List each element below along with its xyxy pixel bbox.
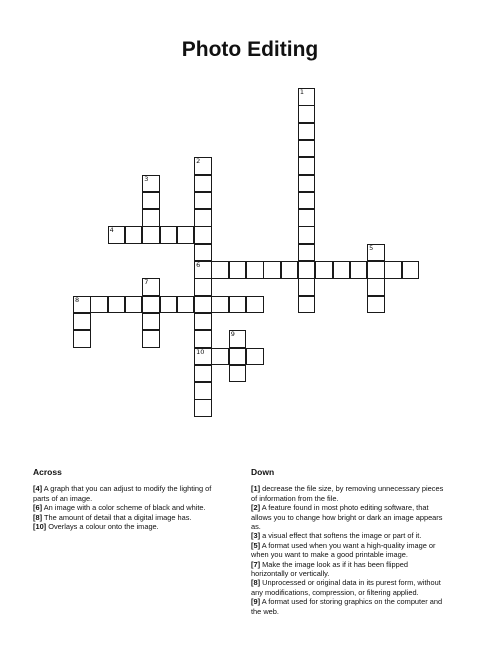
grid-cell[interactable] <box>125 226 143 244</box>
clue-number: 6 <box>196 261 201 269</box>
grid-cell[interactable] <box>90 296 108 314</box>
grid-cell[interactable] <box>402 261 420 279</box>
grid-cell[interactable] <box>108 296 126 314</box>
down-clue-9: [9] A format used for storing graphics on the computer and the web. <box>251 597 443 616</box>
grid-cell[interactable] <box>298 244 316 262</box>
across-heading: Across <box>33 467 62 477</box>
clue-number: 7 <box>144 278 149 287</box>
grid-cell[interactable] <box>281 261 299 279</box>
grid-cell[interactable] <box>367 244 385 262</box>
grid-cell[interactable] <box>194 244 212 262</box>
down-clue-7: [7] Make the image look as if it has been flipped horizontally or vertically. <box>251 559 408 579</box>
grid-cell[interactable] <box>298 123 316 141</box>
grid-cell[interactable] <box>298 105 316 123</box>
grid-cell[interactable] <box>263 261 281 279</box>
grid-cell[interactable] <box>177 296 195 314</box>
grid-cell[interactable] <box>367 296 385 314</box>
grid-cell[interactable] <box>73 330 91 348</box>
grid-cell[interactable] <box>194 330 212 348</box>
grid-cell[interactable] <box>142 330 160 348</box>
grid-cell[interactable] <box>333 261 351 279</box>
clue-number: 3 <box>144 174 149 183</box>
grid-cell[interactable] <box>229 330 247 348</box>
down-clue-2: [2] A feature found in most photo editing software, that allows you to change how bright or dark an image appears as. <box>251 503 443 532</box>
clue-number: 10 <box>196 347 205 356</box>
grid-cell[interactable] <box>194 192 212 210</box>
grid-cell[interactable] <box>194 313 212 331</box>
clue-number: 4 <box>109 226 114 235</box>
grid-cell[interactable] <box>246 296 264 314</box>
grid-cell[interactable] <box>142 278 160 296</box>
grid-cell[interactable] <box>298 88 316 106</box>
grid-cell[interactable] <box>211 261 229 279</box>
grid-cell[interactable] <box>229 348 247 366</box>
grid-cell[interactable] <box>298 192 316 210</box>
grid-cell[interactable] <box>142 209 160 227</box>
grid-cell[interactable] <box>177 226 195 244</box>
down-clue-5: [5] A format used when you want a high-quality image or when you want to make a good printable image. <box>251 540 436 560</box>
grid-cell[interactable] <box>229 296 247 314</box>
grid-cell[interactable] <box>194 365 212 383</box>
grid-cell[interactable] <box>142 226 160 244</box>
grid-cell[interactable] <box>367 278 385 296</box>
clue-number: 1 <box>299 88 305 96</box>
grid-cell[interactable] <box>73 296 91 314</box>
grid-cell[interactable] <box>298 175 316 193</box>
grid-cell[interactable] <box>194 348 212 366</box>
grid-cell[interactable] <box>194 226 212 244</box>
grid-cell[interactable] <box>246 348 264 366</box>
grid-cell[interactable] <box>194 296 212 314</box>
grid-cell[interactable] <box>142 175 160 193</box>
grid-cell[interactable] <box>194 278 212 296</box>
grid-cell[interactable] <box>194 261 212 279</box>
page-title: Photo Editing <box>181 38 319 61</box>
grid-cell[interactable] <box>298 226 316 244</box>
grid-cell[interactable] <box>194 175 212 193</box>
clue-number: 5 <box>369 243 374 252</box>
grid-cell[interactable] <box>142 192 160 210</box>
grid-cell[interactable] <box>298 209 316 227</box>
down-clue-1: [1] decrease the file size, by removing unnecessary pieces of information from the file. <box>251 484 444 503</box>
grid-cell[interactable] <box>125 296 143 314</box>
clue-number: 8 <box>75 295 80 304</box>
grid-cell[interactable] <box>194 399 212 417</box>
across-clues <box>33 468 228 531</box>
grid-cell[interactable] <box>384 261 402 279</box>
grid-cell[interactable] <box>298 261 316 279</box>
across-clue-4: [4] A graph that you can adjust to modify the lighting of parts of an image. <box>33 484 212 503</box>
down-clue-8: [8] Unprocessed or original data in its purest form, without any modifications, compression, or filtering applied. <box>251 578 441 597</box>
grid-cell[interactable] <box>73 313 91 331</box>
grid-cell[interactable] <box>298 278 316 296</box>
across-clue-10: [10] Overlays a colour onto the image. <box>33 522 159 532</box>
down-heading: Down <box>251 467 275 477</box>
grid-cell[interactable] <box>142 296 160 314</box>
grid-cell[interactable] <box>160 226 178 244</box>
clue-number: 2 <box>196 157 201 166</box>
grid-cell[interactable] <box>108 226 126 244</box>
grid-cell[interactable] <box>298 140 316 158</box>
grid-cell[interactable] <box>194 382 212 400</box>
across-clue-6: [6] An image with a color scheme of black and white. <box>33 503 206 513</box>
grid-cell[interactable] <box>194 157 212 175</box>
grid-cell[interactable] <box>211 296 229 314</box>
grid-cell[interactable] <box>367 261 385 279</box>
grid-cell[interactable] <box>350 261 368 279</box>
grid-cell[interactable] <box>160 296 178 314</box>
grid-cell[interactable] <box>315 261 333 279</box>
clue-number: 9 <box>230 330 235 339</box>
grid-cell[interactable] <box>229 261 247 279</box>
grid-cell[interactable] <box>246 261 264 279</box>
grid-cell[interactable] <box>142 313 160 331</box>
down-clue-3: [3] a visual effect that softens the image or part of it. <box>251 531 422 541</box>
grid-cell[interactable] <box>298 296 316 314</box>
grid-cell[interactable] <box>229 365 247 383</box>
grid-cell[interactable] <box>211 348 229 366</box>
grid-cell[interactable] <box>194 209 212 227</box>
grid-cell[interactable] <box>298 157 316 175</box>
down-clues <box>251 468 446 616</box>
across-clue-8: [8] The amount of detail that a digital image has. <box>33 512 192 522</box>
